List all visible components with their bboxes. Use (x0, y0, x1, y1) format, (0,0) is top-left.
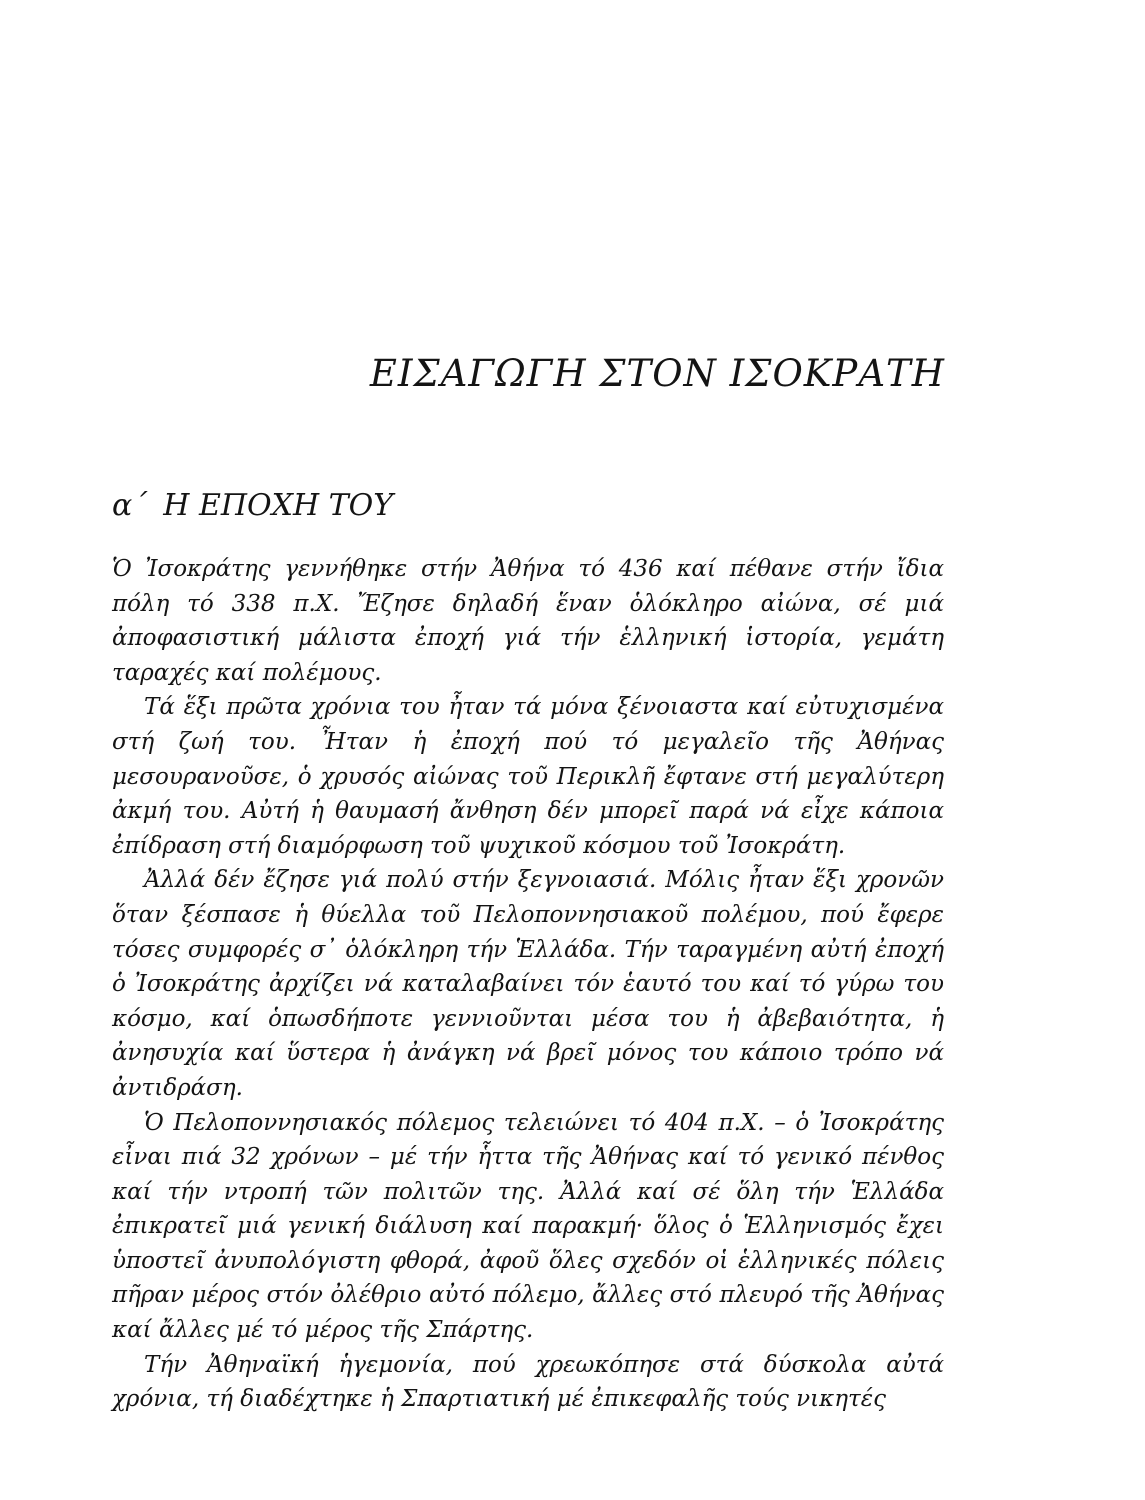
paragraph: Ἀλλά δέν ἔζησε γιά πολύ στήν ξεγνοιασιά. Μόλις ἦταν ἕξι χρονῶν ὅταν ξέσπασε ἡ θύελλα τοῦ Πελοποννησιακοῦ πολέμου, πού ἔφερε τόσες συμφορές σ᾽ ὁλόκληρη τήν Ἑλλάδα. Τήν ταραγμένη αὐτή ἐποχή ὁ Ἰσοκράτης ἀρχίζει νά καταλαβαίνει τόν ἑαυτό του καί τό γύρω του κόσμο, καί ὁπωσδήποτε γεννιοῦνται μέσα του ἡ ἀβεβαιότητα, ἡ ἀνησυχία καί ὕστερα ἡ ἀνάγκη νά βρεῖ μόνος του κάποιο τρόπο νά ἀντιδράση. (112, 867, 944, 1101)
section-number: α΄ (112, 488, 148, 523)
paragraph: Ὁ Ἰσοκράτης γεννήθηκε στήν Ἀθήνα τό 436 καί πέθανε στήν ἴδια πόλη τό 338 π.Χ. Ἔζησε δηλαδή ἕναν ὁλόκληρο αἰώνα, σέ μιά ἀποφασιστική μάλιστα ἐποχή γιά τήν ἑλληνική ἱστορία, γεμάτη ταραχές καί πολέμους. (112, 556, 944, 686)
paragraph: Τά ἕξι πρῶτα χρόνια του ἦταν τά μόνα ξένοιαστα καί εὐτυχισμένα στή ζωή του. Ἦταν ἡ ἐποχή πού τό μεγαλεῖο τῆς Ἀθήνας μεσουρανοῦσε, ὁ χρυσός αἰώνας τοῦ Περικλῆ ἔφτανε στή μεγαλύτερη ἀκμή του. Αὐτή ἡ θαυμασή ἄνθηση δέν μπορεῖ παρά νά εἶχε κάποια ἐπίδραση στή διαμόρφωση τοῦ ψυχικοῦ κόσμου τοῦ Ἰσοκράτη. (112, 694, 944, 859)
section-title: Η ΕΠΟΧΗ ΤΟΥ (163, 488, 394, 523)
section-heading (112, 488, 393, 523)
page-title: ΕΙΣΑΓΩΓΗ ΣΤΟΝ ΙΣΟΚΡΑΤΗ (369, 352, 945, 395)
body-text (112, 552, 944, 1417)
paragraph: Ὁ Πελοποννησιακός πόλεμος τελειώνει τό 404 π.Χ. – ὁ Ἰσοκράτης εἶναι πιά 32 χρόνων – μέ τήν ἧττα τῆς Ἀθήνας καί τό γενικό πένθος καί τήν ντροπή τῶν πολιτῶν της. Ἀλλά καί σέ ὅλη τήν Ἑλλάδα ἐπικρατεῖ μιά γενική διάλυση καί παρακμή· ὅλος ὁ Ἑλληνισμός ἔχει ὑποστεῖ ἀνυπολόγιστη φθορά, ἀφοῦ ὅλες σχεδόν οἱ ἑλληνικές πόλεις πῆραν μέρος στόν ὀλέθριο αὐτό πόλεμο, ἄλλες στό πλευρό τῆς Ἀθήνας καί ἄλλες μέ τό μέρος τῆς Σπάρτης. (112, 1109, 944, 1344)
paragraph: Τήν Ἀθηναϊκή ἡγεμονία, πού χρεωκόπησε στά δύσκολα αὐτά χρόνια, τή διαδέχτηκε ἡ Σπαρτιατική μέ ἐπικεφαλῆς τούς νικητές (112, 1351, 944, 1413)
